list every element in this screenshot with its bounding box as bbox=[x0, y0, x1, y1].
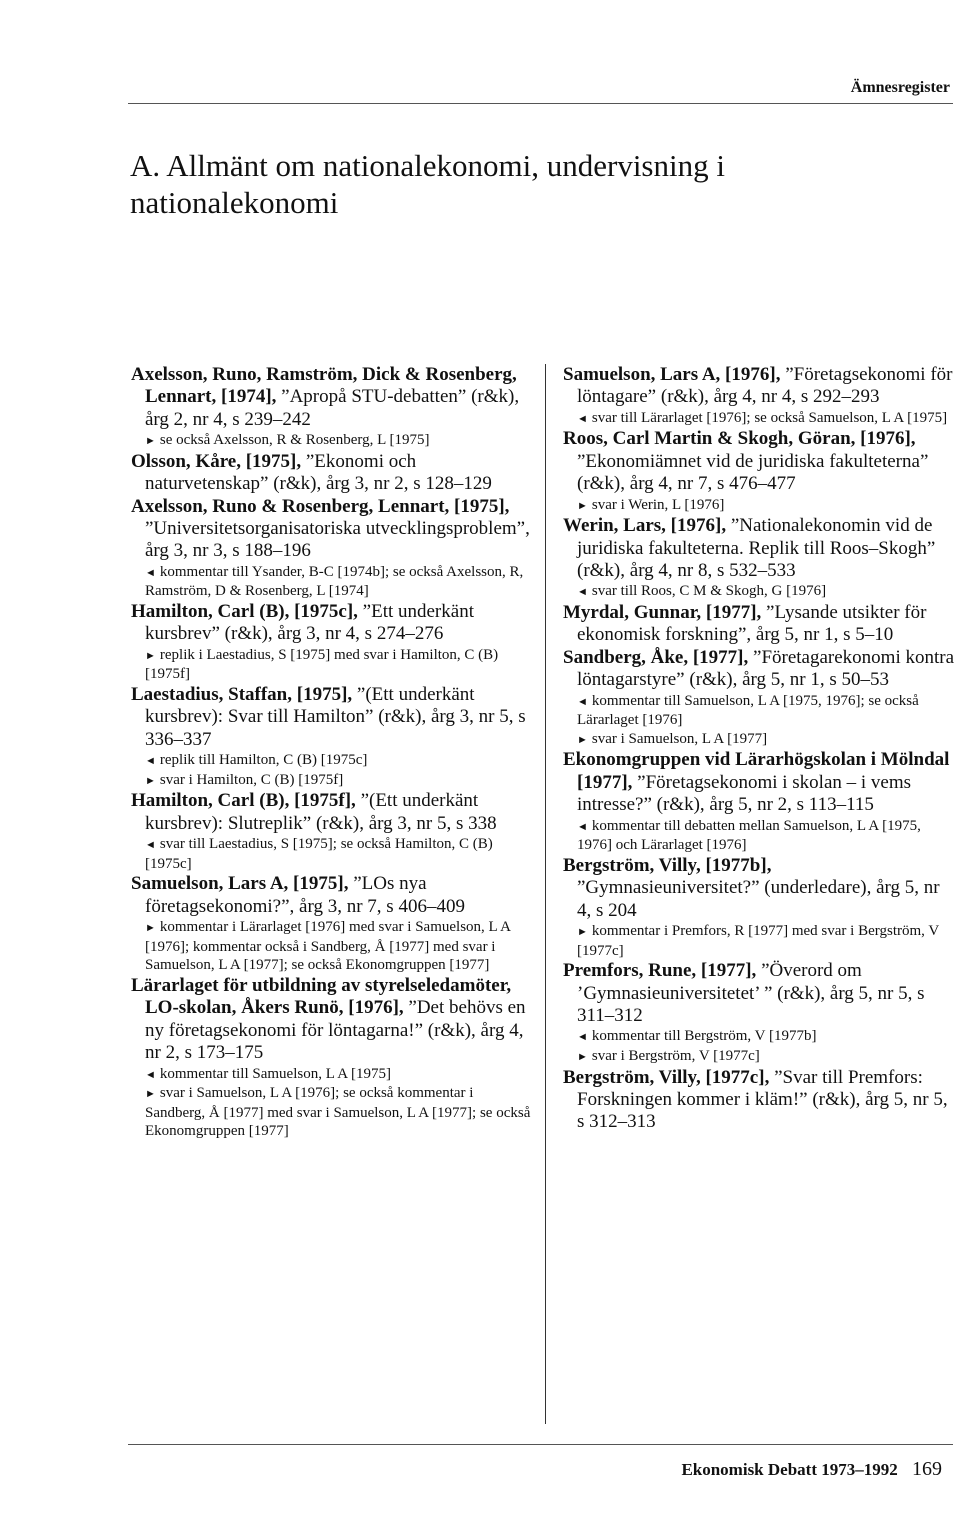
entry-citation: ”Svar till Premfors: Forskningen kommer i kläm!” (r&k), årg 5, nr 5, s 312–313 bbox=[577, 1066, 948, 1133]
entry-citation: ”Företagarekonomi kontra löntagarstyre” (r&k), årg 5, nr 1, s 50–53 bbox=[577, 646, 955, 691]
left-arrow-icon: ◄ bbox=[577, 1031, 588, 1044]
left-arrow-icon: ◄ bbox=[145, 1068, 156, 1081]
entry-citation: ”Gymnasieuniversitet?” (underledare), årg 5, nr 4, s 204 bbox=[577, 877, 940, 921]
entry-citation: ”Företagsekonomi för löntagare” (r&k), årg 4, nr 4, s 292–293 bbox=[577, 364, 953, 408]
cross-reference-text: kommentar till Ysander, B-C [1974b]; se också Axelsson, R, Ramström, D & Rosenberg, L [1974] bbox=[145, 563, 524, 600]
entry-author: Olsson, Kåre, [1975], bbox=[131, 450, 302, 472]
entry-citation: ”LOs nya företagsekonomi?”, årg 3, nr 7, s 406–409 bbox=[145, 873, 465, 917]
cross-reference bbox=[563, 1047, 955, 1067]
cross-reference-text: svar i Samuelson, L A [1977] bbox=[591, 730, 768, 747]
left-arrow-icon: ◄ bbox=[577, 695, 588, 708]
index-entry bbox=[131, 601, 536, 646]
index-entry bbox=[563, 855, 955, 922]
index-entry bbox=[563, 364, 955, 409]
entry-citation: ”Ekonomiämnet vid de juridiska fakulteterna” (r&k), årg 4, nr 7, s 476–477 bbox=[577, 450, 929, 495]
cross-reference bbox=[563, 409, 955, 429]
index-entry bbox=[563, 602, 955, 647]
cross-reference-text: kommentar i Premfors, R [1977] med svar i Bergström, V [1977c] bbox=[577, 923, 939, 959]
entry-author: Sandberg, Åke, [1977], bbox=[563, 646, 749, 668]
index-entry bbox=[563, 749, 955, 816]
cross-reference bbox=[563, 922, 955, 960]
right-arrow-icon: ► bbox=[145, 922, 156, 935]
entry-author: Myrdal, Gunnar, [1977], bbox=[563, 602, 762, 624]
entry-citation: ”(Ett underkänt kursbrev): Svar till Hamilton” (r&k), årg 3, nr 5, s 336–337 bbox=[145, 684, 526, 750]
cross-reference-text: replik till Hamilton, C (B) [1975c] bbox=[159, 752, 368, 769]
index-entry bbox=[563, 960, 955, 1027]
cross-reference bbox=[563, 582, 955, 602]
entry-author: Bergström, Villy, [1977c], bbox=[563, 1066, 770, 1088]
cross-reference bbox=[563, 1027, 955, 1047]
entry-author: Hamilton, Carl (B), [1975c], bbox=[131, 601, 358, 623]
entry-author: Hamilton, Carl (B), [1975f], bbox=[131, 790, 356, 812]
entry-author: Lärarlaget för utbildning av styrelseledamöter, LO-skolan, Åkers Runö, [1976], bbox=[131, 975, 512, 1019]
cross-reference bbox=[563, 730, 955, 750]
footer-rule bbox=[128, 1444, 953, 1445]
section-letter: A. bbox=[130, 147, 161, 183]
right-arrow-icon: ► bbox=[145, 774, 156, 787]
left-arrow-icon: ◄ bbox=[577, 820, 588, 833]
cross-reference bbox=[131, 646, 536, 684]
cross-reference bbox=[563, 496, 955, 516]
entry-citation: ”(Ett underkänt kursbrev): Slutreplik” (r&k), årg 3, nr 5, s 338 bbox=[145, 790, 497, 834]
section-title-text: Allmänt om nationalekonomi, undervisning i nationalekonomi bbox=[130, 147, 725, 220]
entry-author: Werin, Lars, [1976], bbox=[563, 515, 727, 537]
section-label: Ämnesregister bbox=[850, 79, 950, 96]
entry-citation: ”Företagsekonomi i skolan – i vems intresse?” (r&k), årg 5, nr 2, s 113–115 bbox=[577, 771, 912, 816]
right-column bbox=[563, 364, 955, 1134]
cross-reference-text: kommentar till debatten mellan Samuelson, L A [1975, 1976] och Lärarlaget [1976] bbox=[577, 817, 921, 854]
index-entry bbox=[131, 975, 536, 1065]
cross-reference bbox=[131, 1084, 536, 1141]
cross-reference-text: kommentar till Samuelson, L A [1975] bbox=[159, 1065, 391, 1082]
index-entry bbox=[131, 451, 536, 496]
cross-reference bbox=[131, 835, 536, 873]
left-column bbox=[131, 364, 536, 1141]
cross-reference bbox=[131, 563, 536, 601]
cross-reference-text: svar till Laestadius, S [1975]; se också Hamilton, C (B) [1975c] bbox=[145, 836, 493, 872]
page-footer bbox=[681, 1458, 942, 1481]
cross-reference-text: kommentar i Lärarlaget [1976] med svar i Samuelson, L A [1976]; kommentar också i Sandberg, Å [1977] med svar i Samuelson, L A [1977]; se också Ekonomgruppen [1977] bbox=[145, 919, 511, 974]
entry-citation: ”Ett underkänt kursbrev” (r&k), årg 3, nr 4, s 274–276 bbox=[145, 601, 474, 645]
column-divider bbox=[545, 364, 546, 1424]
entry-citation: ”Det behövs en ny företagsekonomi för löntagarna!” (r&k), årg 4, nr 2, s 173–175 bbox=[145, 997, 526, 1064]
index-entry bbox=[563, 1067, 955, 1134]
left-arrow-icon: ◄ bbox=[577, 412, 588, 425]
entry-author: Ekonomgruppen vid Lärarhögskolan i Mölndal [1977], bbox=[563, 749, 950, 793]
right-arrow-icon: ► bbox=[577, 733, 588, 746]
cross-reference-text: kommentar till Samuelson, L A [1975, 1976]; se också Lärarlaget [1976] bbox=[577, 692, 919, 729]
entry-citation: ”Ekonomi och naturvetenskap” (r&k), årg 3, nr 2, s 128–129 bbox=[145, 450, 492, 495]
cross-reference-text: svar i Bergström, V [1977c] bbox=[591, 1048, 760, 1065]
cross-reference-text: kommentar till Bergström, V [1977b] bbox=[591, 1028, 817, 1045]
right-arrow-icon: ► bbox=[145, 1088, 156, 1101]
left-arrow-icon: ◄ bbox=[145, 755, 156, 768]
header-rule bbox=[128, 103, 953, 104]
entry-citation: ”Överord om ’Gymnasieuniversitetet’ ” (r&k), årg 5, nr 5, s 311–312 bbox=[577, 960, 925, 1027]
index-entry bbox=[563, 515, 955, 582]
entry-author: Axelsson, Runo, Ramström, Dick & Rosenberg, Lennart, [1974], bbox=[131, 364, 517, 408]
entry-author: Samuelson, Lars A, [1976], bbox=[563, 364, 781, 385]
cross-reference-text: replik i Laestadius, S [1975] med svar i Hamilton, C (B) [1975f] bbox=[145, 646, 499, 683]
entry-author: Samuelson, Lars A, [1975], bbox=[131, 873, 349, 895]
cross-reference bbox=[131, 771, 536, 791]
cross-reference-text: svar i Werin, L [1976] bbox=[591, 496, 725, 513]
index-entry bbox=[563, 428, 955, 495]
index-entry bbox=[131, 364, 536, 431]
left-arrow-icon: ◄ bbox=[577, 586, 588, 599]
index-entry bbox=[131, 684, 536, 751]
entry-author: Roos, Carl Martin & Skogh, Göran, [1976], bbox=[563, 428, 916, 450]
left-arrow-icon: ◄ bbox=[145, 566, 156, 579]
cross-reference-text: svar till Roos, C M & Skogh, G [1976] bbox=[591, 583, 827, 600]
index-entry bbox=[563, 647, 955, 692]
cross-reference bbox=[131, 751, 536, 771]
entry-author: Bergström, Villy, [1977b], bbox=[563, 854, 772, 876]
section-title bbox=[130, 147, 930, 221]
left-arrow-icon: ◄ bbox=[145, 839, 156, 852]
right-arrow-icon: ► bbox=[145, 649, 156, 662]
index-entry bbox=[131, 790, 536, 835]
entry-author: Premfors, Rune, [1977], bbox=[563, 960, 757, 982]
page-number: 169 bbox=[912, 1458, 942, 1480]
entry-citation: ”Universitetsorganisatoriska utvecklingsproblem”, årg 3, nr 3, s 188–196 bbox=[145, 518, 530, 562]
entry-citation: ”Apropå STU-debatten” (r&k), årg 2, nr 4, s 239–242 bbox=[145, 386, 520, 430]
cross-reference bbox=[131, 918, 536, 975]
index-entry bbox=[131, 496, 536, 563]
cross-reference bbox=[131, 431, 536, 451]
cross-reference bbox=[131, 1065, 536, 1085]
cross-reference bbox=[563, 692, 955, 730]
index-entry bbox=[131, 873, 536, 918]
cross-reference-text: svar till Lärarlaget [1976]; se också Samuelson, L A [1975] bbox=[591, 409, 948, 426]
right-arrow-icon: ► bbox=[577, 499, 588, 512]
entry-author: Laestadius, Staffan, [1975], bbox=[131, 684, 353, 706]
right-arrow-icon: ► bbox=[145, 435, 156, 448]
cross-reference-text: svar i Samuelson, L A [1976]; se också kommentar i Sandberg, Å [1977] med svar i Samuelson, L A [1977]; se också Ekonomgruppen [1977] bbox=[145, 1085, 531, 1140]
cross-reference bbox=[563, 817, 955, 855]
cross-reference-text: svar i Hamilton, C (B) [1975f] bbox=[159, 771, 344, 788]
entry-citation: ”Lysande utsikter för ekonomisk forskning”, årg 5, nr 1, s 5–10 bbox=[577, 602, 927, 646]
entry-author: Axelsson, Runo & Rosenberg, Lennart, [1975], bbox=[131, 495, 510, 517]
entry-citation: ”Nationalekonomin vid de juridiska fakulteterna. Replik till Roos–Skogh” (r&k), årg 4, nr 8, s 532–533 bbox=[577, 515, 936, 582]
journal-name: Ekonomisk Debatt 1973–1992 bbox=[681, 1460, 898, 1479]
right-arrow-icon: ► bbox=[577, 1051, 588, 1064]
cross-reference-text: se också Axelsson, R & Rosenberg, L [1975] bbox=[159, 432, 430, 449]
right-arrow-icon: ► bbox=[577, 926, 588, 939]
